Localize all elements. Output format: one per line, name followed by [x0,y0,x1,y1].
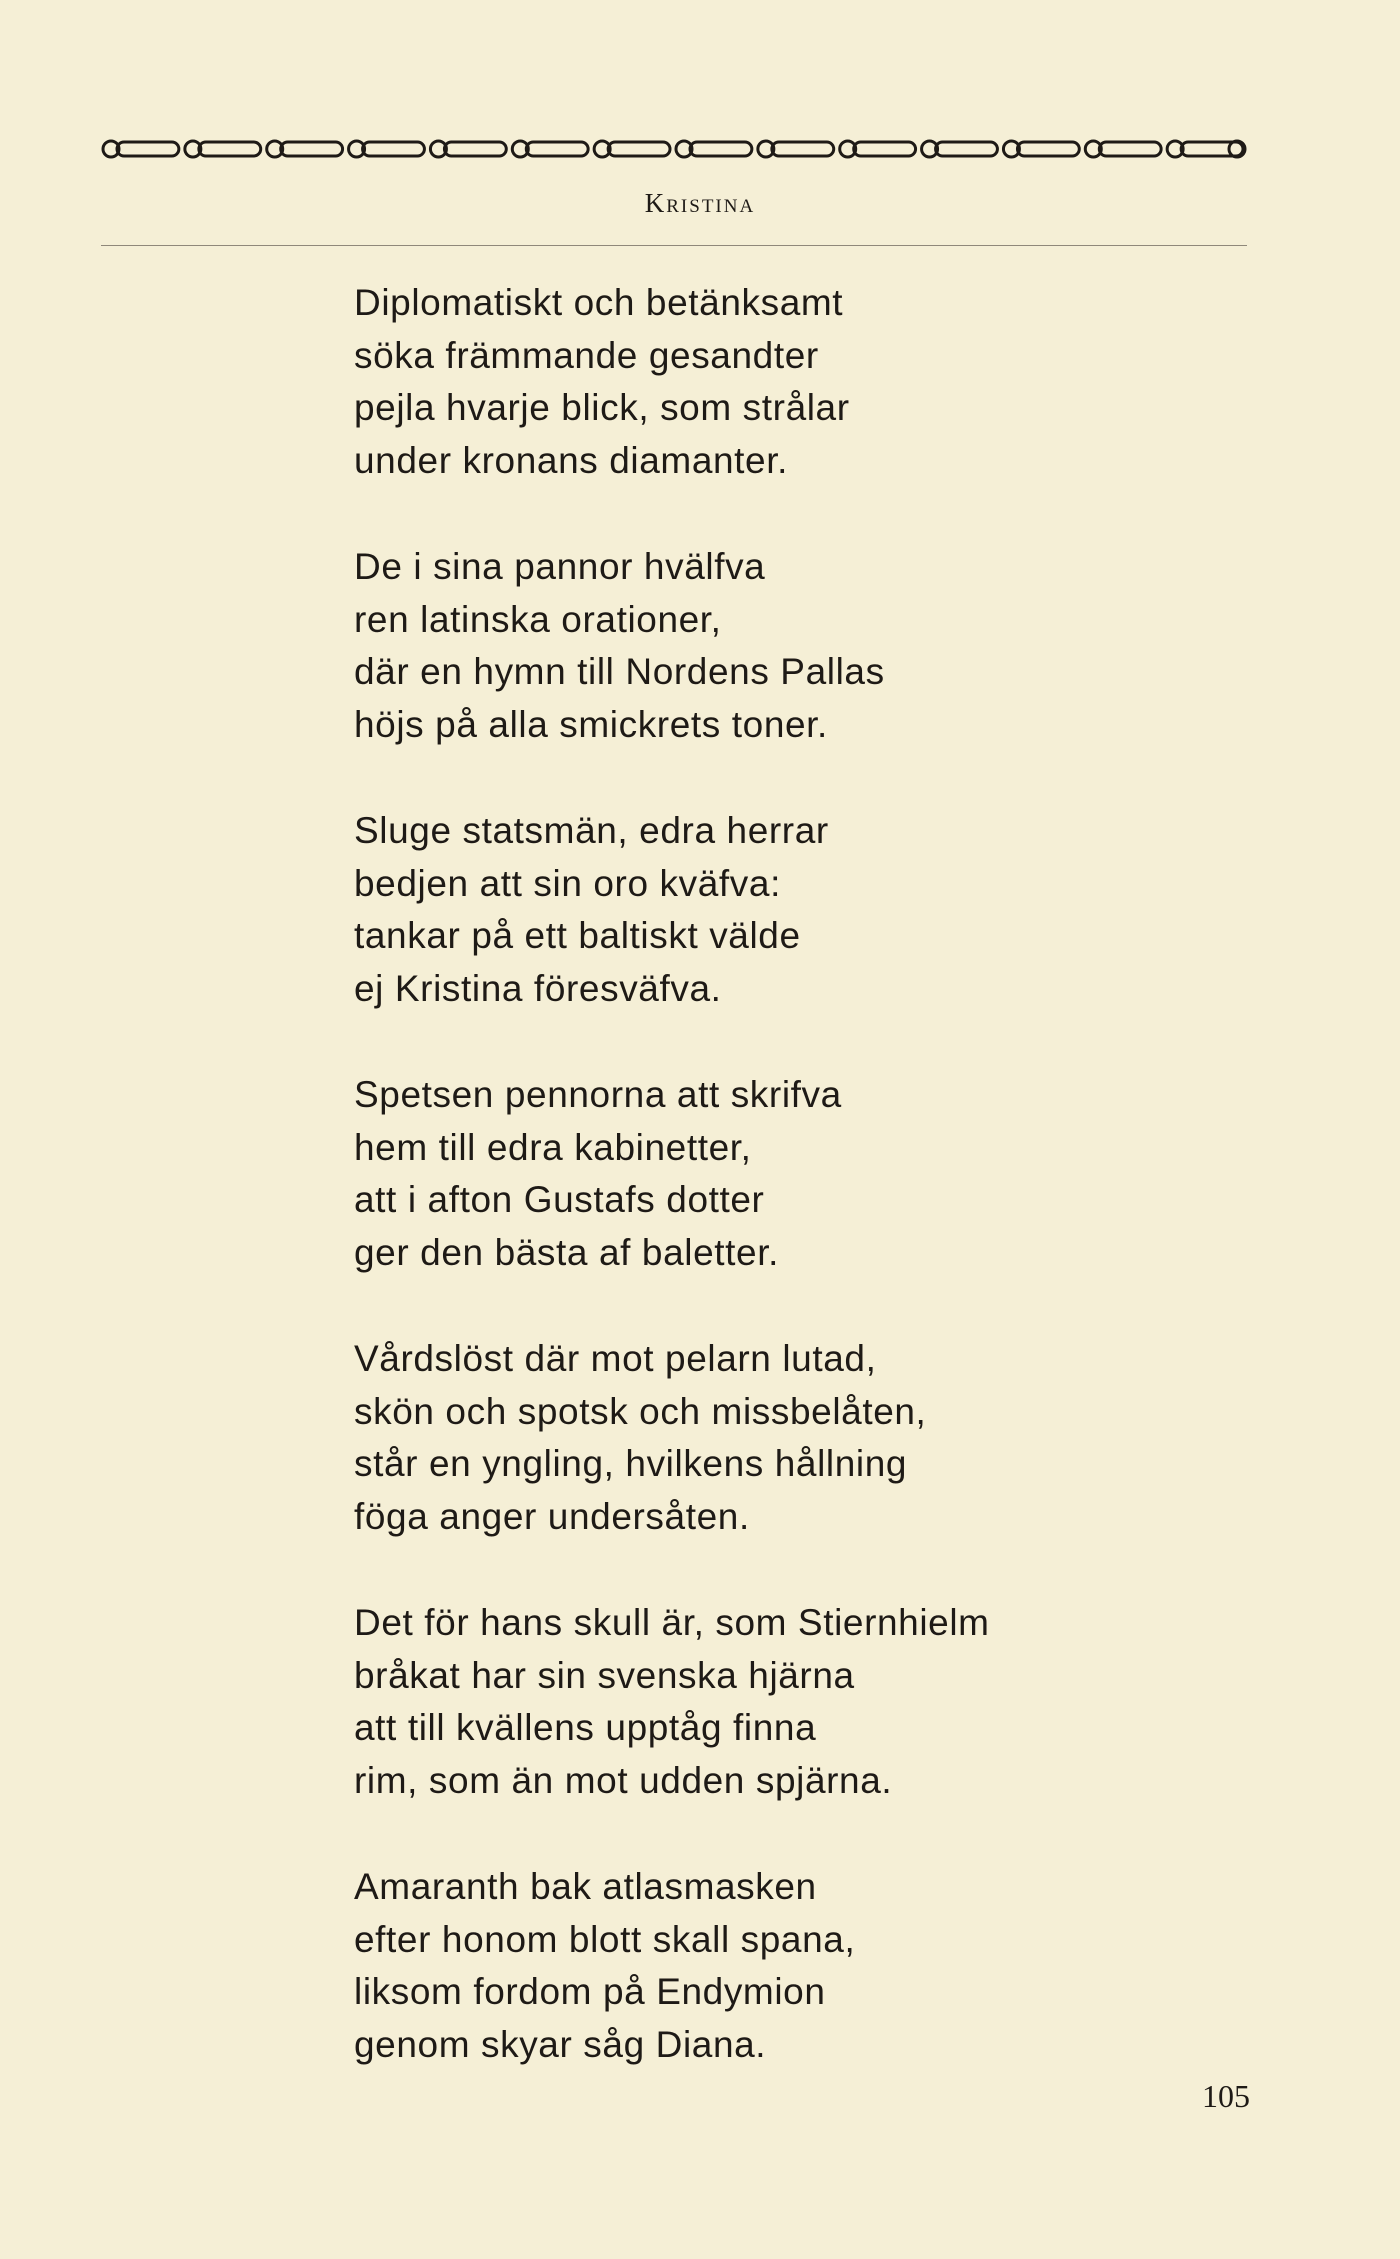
page-number: 105 [1202,2078,1250,2114]
poem-line: höjs på alla smickrets toner. [354,703,828,745]
chain-ornament-border [101,136,1247,162]
poem-line: står en yngling, hvilkens hållning [354,1443,908,1484]
poem-line: Diplomatiskt och betänksamt [354,282,844,323]
running-head: Kristina [644,188,756,218]
poem-line: ej Kristina föresväfva. [354,967,722,1009]
poem-line: liksom fordom på Endymion [354,1971,826,2012]
poem-line: rim, som än mot udden spjärna. [354,1759,893,1801]
poem-line: ger den bästa af baletter. [354,1231,779,1273]
poem-line: att till kvällens upptåg finna [354,1707,817,1748]
poem-line: att i afton Gustafs dotter [354,1179,765,1220]
poem-line: efter honom blott skall spana, [354,1918,856,1960]
poem-line: ren latinska orationer, [354,598,722,640]
poem-line: under kronans diamanter. [354,439,788,481]
poem-line: Det för hans skull är, som Stiernhielm [354,1602,990,1643]
poem-line: pejla hvarje blick, som strålar [354,387,850,428]
poem-line: Vårdslöst där mot pelarn lutad, [354,1338,877,1379]
stanza [354,1861,1254,2071]
stanza [354,1069,1254,1279]
stanza [354,1597,1254,1807]
poem-line: Amaranth bak atlasmasken [354,1866,817,1907]
poem-line: genom skyar såg Diana. [354,2023,767,2065]
header-rule [101,245,1247,246]
poem-line: bråkat har sin svenska hjärna [354,1654,855,1696]
poem-line: hem till edra kabinetter, [354,1126,752,1168]
poem [354,277,1254,2125]
poem-line: där en hymn till Nordens Pallas [354,651,885,692]
stanza [354,805,1254,1015]
poem-line: tankar på ett baltiskt välde [354,915,801,956]
stanza [354,277,1254,487]
stanza [354,1333,1254,1543]
poem-line: söka främmande gesandter [354,334,819,376]
poem-line: De i sina pannor hvälfva [354,546,766,587]
poem-line: föga anger undersåten. [354,1495,750,1537]
poem-line: Sluge statsmän, edra herrar [354,810,829,851]
poem-line: skön och spotsk och missbelåten, [354,1390,927,1432]
poem-line: Spetsen pennorna att skrifva [354,1074,842,1115]
poem-line: bedjen att sin oro kväfva: [354,862,781,904]
stanza [354,541,1254,751]
